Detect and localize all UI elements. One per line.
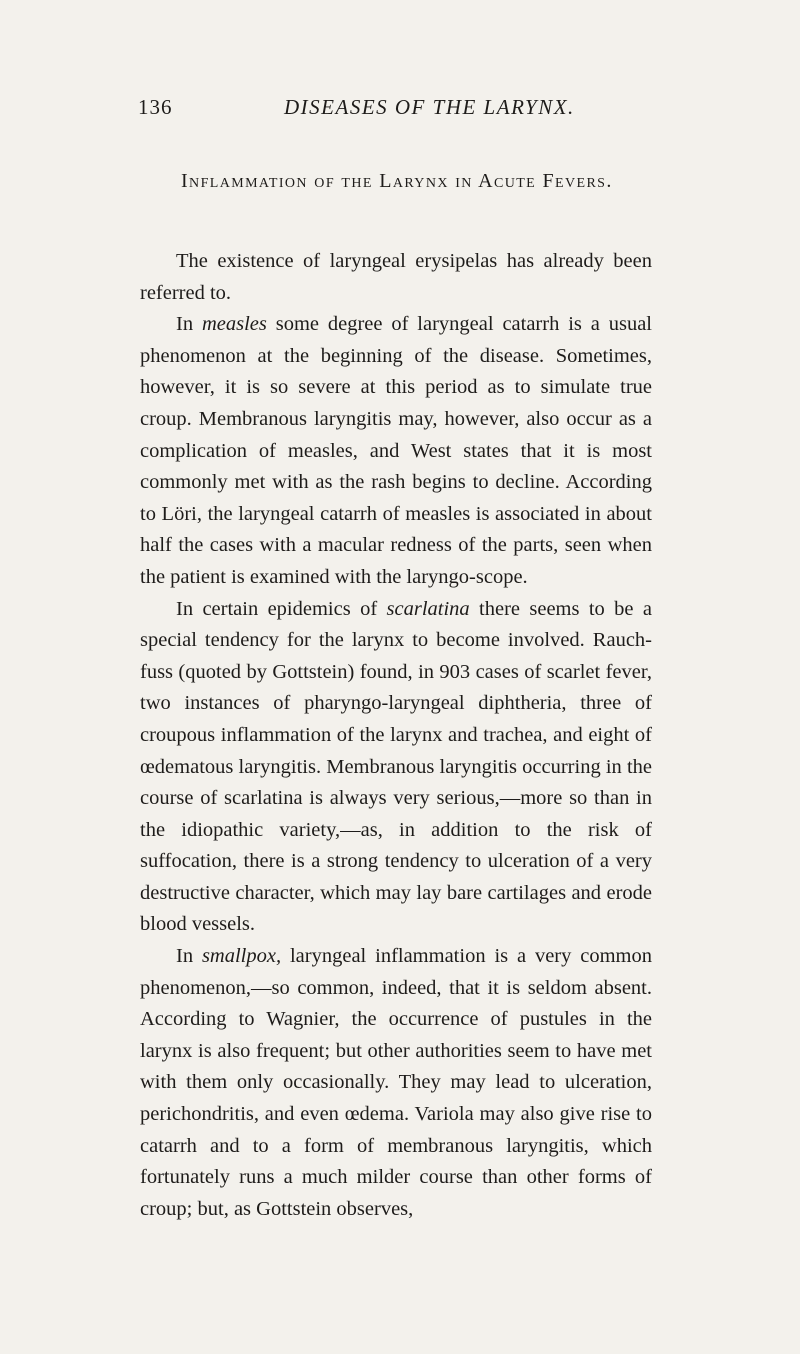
body-text <box>140 246 652 1225</box>
paragraph-measles <box>140 309 652 593</box>
paragraph-body: some degree of laryngeal catarrh is a usual phenomenon at the beginning of the disease. Sometimes, however, it is so severe at this period as to simulate true croup. Membranous laryngitis may, however, also occur as a complication of measles, and West states that it is most commonly met with as the rash begins to decline. According to Löri, the laryngeal catarrh of measles is associated in about half the cases with a macular redness of the parts, seen when the patient is examined with the laryngo-scope. <box>140 313 652 588</box>
page-number: 136 <box>138 95 173 119</box>
disease-term-smallpox: smallpox, <box>201 945 282 968</box>
section-heading: Inflammation of the Larynx in Acute Fevers. <box>181 170 613 192</box>
paragraph-lead: In <box>176 945 202 968</box>
running-header <box>138 92 658 122</box>
disease-term-measles: measles <box>201 313 267 336</box>
paragraph-body: laryngeal inflammation is a very common phenomenon,—so common, indeed, that it is seldom absent. According to Wagnier, the occurrence of pustules in the larynx is also frequent; but other authorities seem to have met with them only occasionally. They may lead to ulceration, perichondritis, and even œdema. Variola may also give rise to catarrh and to a form of membranous laryngitis, which fortunately runs a much milder course than other forms of croup; but, as Gottstein observes, <box>140 945 652 1220</box>
paragraph-scarlatina <box>140 594 652 942</box>
disease-term-scarlatina: scarlatina <box>386 597 470 620</box>
paragraph-erysipelas <box>140 246 652 309</box>
paragraph-text: The existence of laryngeal erysipelas has already been referred to. <box>140 250 652 304</box>
paragraph-lead: In certain epidemics of <box>176 597 387 620</box>
paragraph-smallpox <box>140 941 652 1225</box>
paragraph-lead: In <box>176 313 202 336</box>
running-title: DISEASES OF THE LARYNX. <box>284 95 575 119</box>
paragraph-body: there seems to be a special tendency for the larynx to become involved. Rauch-fuss (quoted by Gottstein) found, in 903 cases of scarlet fever, two instances of pharyngo-laryngeal diphtheria, three of croupous inflammation of the larynx and trachea, and eight of œdematous laryngitis. Membranous laryngitis occurring in the course of scarlatina is always very serious,—more so than in the idiopathic variety,—as, in addition to the risk of suffocation, there is a strong tendency to ulceration of a very destructive character, which may lay bare cartilages and erode blood vessels. <box>140 597 652 936</box>
